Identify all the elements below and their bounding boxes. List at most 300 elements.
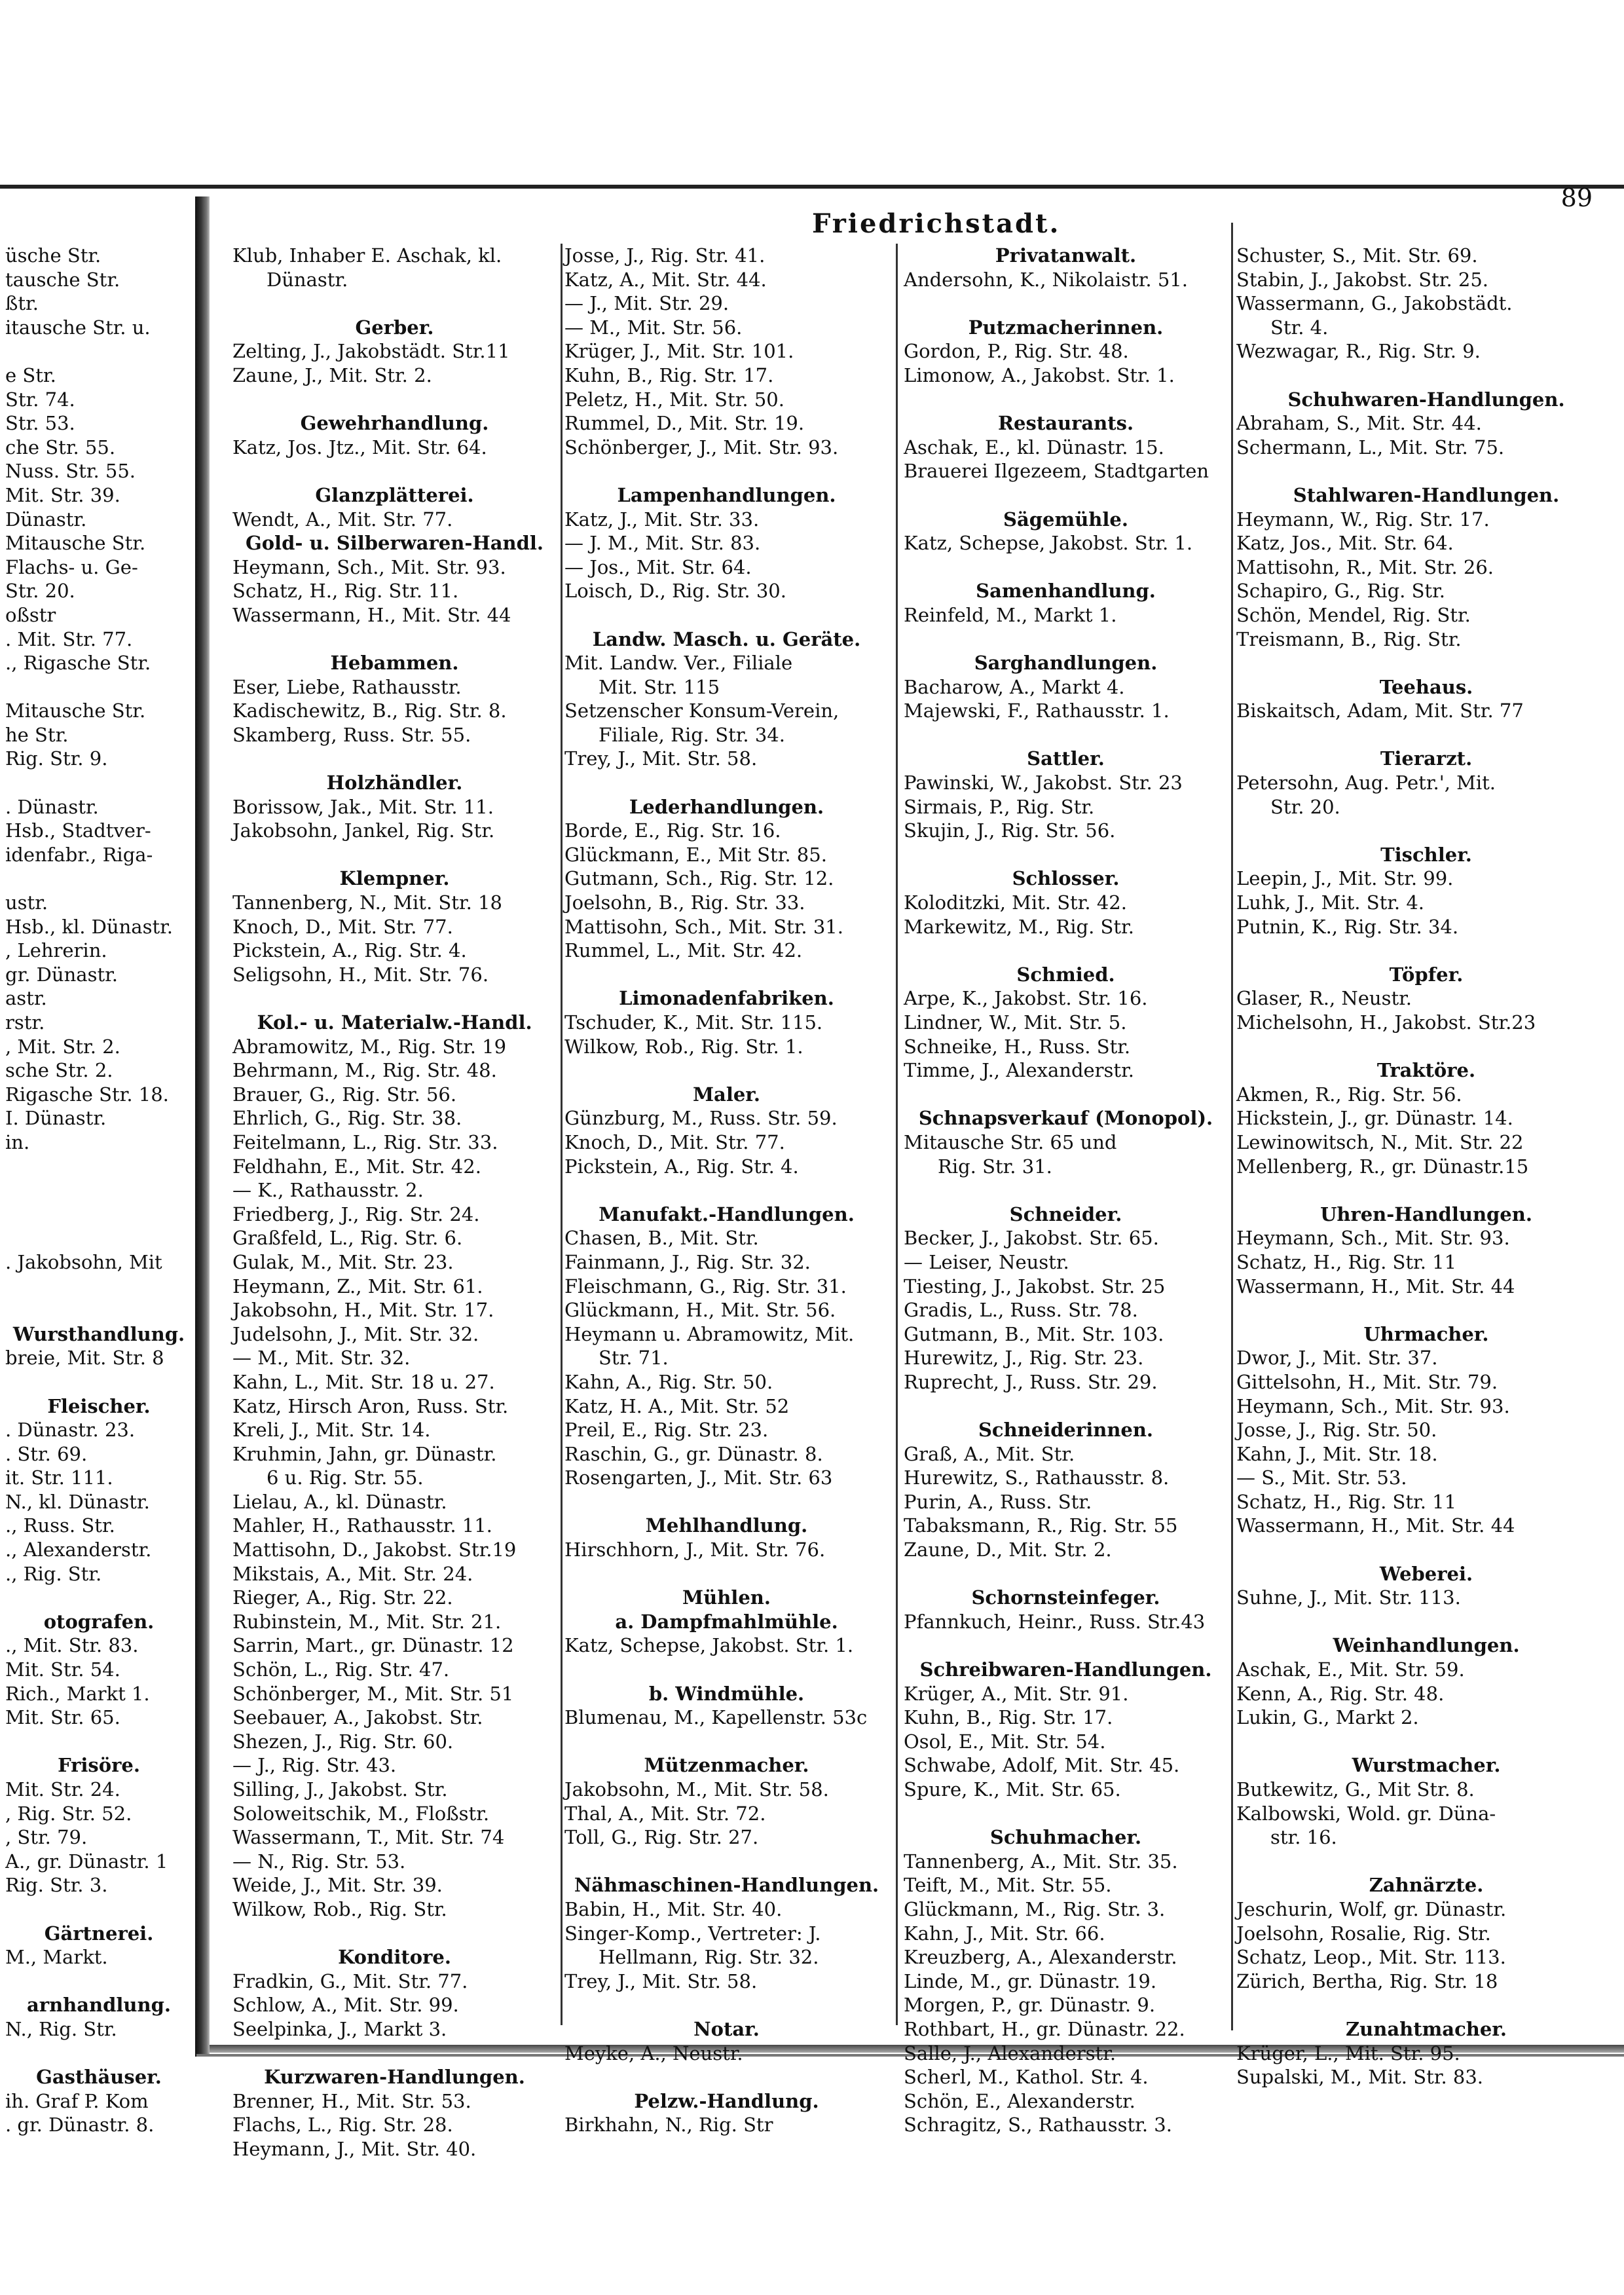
directory-entry: Rich., Markt 1. xyxy=(5,1682,150,1705)
directory-entry: Biskaitsch, Adam, Mit. Str. 77 xyxy=(1236,700,1524,722)
directory-entry: Jakobsohn, H., Mit. Str. 17. xyxy=(232,1299,494,1322)
directory-entry: Teift, M., Mit. Str. 55. xyxy=(904,1874,1112,1897)
directory-entry: Wilkow, Rob., Rig. Str. xyxy=(232,1897,447,1920)
blank-line xyxy=(5,867,193,891)
blank-line xyxy=(904,555,1228,580)
directory-entry: Toll, G., Rig. Str. 27. xyxy=(564,1826,759,1849)
directory-entry: Babin, H., Mit. Str. 40. xyxy=(564,1897,783,1920)
directory-entry: che Str. 55. xyxy=(5,436,116,458)
directory-entry: Rieger, A., Rig. Str. 22. xyxy=(232,1586,453,1609)
directory-entry: Rothbart, H., gr. Dünastr. 22. xyxy=(904,2017,1185,2040)
directory-entry: Mitausche Str. xyxy=(5,532,146,555)
directory-entry: Graßfeld, L., Rig. Str. 6. xyxy=(232,1227,463,1250)
directory-entry: Rigasche Str. 18. xyxy=(5,1083,169,1106)
directory-entry: Zaune, D., Mit. Str. 2. xyxy=(904,1539,1112,1561)
section-heading: Klempner. xyxy=(339,867,450,890)
directory-entry: Josse, J., Rig. Str. 41. xyxy=(564,244,766,267)
directory-entry: Schatz, H., Rig. Str. 11 xyxy=(1236,1490,1457,1513)
directory-entry: astr. xyxy=(5,987,47,1010)
blank-line xyxy=(232,747,557,771)
directory-entry: Aschak, E., kl. Dünastr. 15. xyxy=(904,436,1164,458)
section-heading: Holzhändler. xyxy=(326,772,463,794)
directory-entry: Hirschhorn, J., Mit. Str. 76. xyxy=(564,1539,826,1561)
blank-line xyxy=(564,1490,889,1514)
directory-column-4 xyxy=(1236,244,1616,2089)
directory-entry: Brauerei Ilgezeem, Stadtgarten xyxy=(904,460,1209,483)
directory-entry: Schatz, H., Rig. Str. 11. xyxy=(232,580,459,603)
directory-entry: Mikstais, A., Mit. Str. 24. xyxy=(232,1562,473,1585)
directory-entry: Hellmann, Rig. Str. 32. xyxy=(599,1946,819,1969)
directory-entry: Hsb., kl. Dünastr. xyxy=(5,915,174,938)
directory-entry: Dünastr. xyxy=(5,508,87,531)
blank-line xyxy=(1236,723,1616,747)
directory-entry: Spure, K., Mit. Str. 65. xyxy=(904,1778,1121,1801)
directory-entry: Kreuzberg, A., Alexanderstr. xyxy=(904,1946,1177,1969)
directory-entry: Katz, Jos. Jtz., Mit. Str. 64. xyxy=(232,436,487,458)
section-heading: Stahlwaren-Handlungen. xyxy=(1293,483,1560,506)
section-heading: Schlosser. xyxy=(1012,867,1120,890)
directory-entry: Akmen, R., Rig. Str. 56. xyxy=(1236,1083,1462,1106)
section-heading: Fleischer. xyxy=(47,1394,151,1417)
directory-entry: Borissow, Jak., Mit. Str. 11. xyxy=(232,795,494,818)
blank-line xyxy=(904,388,1228,412)
blank-line xyxy=(564,603,889,627)
directory-entry: Katz, H. A., Mit. Str. 52 xyxy=(564,1394,790,1417)
blank-line xyxy=(904,843,1228,867)
directory-entry: ., Russ. Str. xyxy=(5,1514,115,1537)
blank-line xyxy=(5,1969,193,1994)
blank-line xyxy=(904,723,1228,747)
blank-line xyxy=(5,1155,193,1179)
blank-line xyxy=(232,1922,557,1946)
directory-entry: Feldhahn, E., Mit. Str. 42. xyxy=(232,1155,481,1178)
section-heading: Schneiderinnen. xyxy=(978,1419,1154,1442)
blank-line xyxy=(904,1562,1228,1586)
directory-entry: Schapiro, G., Rig. Str. xyxy=(1236,580,1445,603)
section-heading: arnhandlung. xyxy=(27,1994,171,2017)
directory-entry: Hsb., Stadtver- xyxy=(5,819,151,842)
directory-entry: tausche Str. xyxy=(5,268,120,291)
directory-entry: Katz, Schepse, Jakobst. Str. 1. xyxy=(564,1634,854,1657)
directory-entry: ., Mit. Str. 83. xyxy=(5,1634,139,1657)
directory-entry: Blumenau, M., Kapellenstr. 53c xyxy=(564,1706,868,1729)
directory-entry: itausche Str. u. xyxy=(5,316,151,339)
section-heading: Wurstmacher. xyxy=(1352,1754,1501,1777)
directory-entry: Lukin, G., Markt 2. xyxy=(1236,1706,1419,1729)
directory-entry: Rosengarten, J., Mit. Str. 63 xyxy=(564,1466,833,1489)
directory-entry: Mit. Str. 24. xyxy=(5,1778,120,1801)
directory-entry: Sarrin, Mart., gr. Dünastr. 12 xyxy=(232,1634,514,1657)
blank-line xyxy=(564,459,889,483)
directory-entry: Ehrlich, G., Rig. Str. 38. xyxy=(232,1107,462,1130)
directory-entry: oßstr xyxy=(5,603,56,626)
directory-entry: Eser, Liebe, Rathausstr. xyxy=(232,675,462,698)
directory-entry: . Str. 69. xyxy=(5,1442,88,1465)
section-heading: Sarghandlungen. xyxy=(974,652,1158,675)
directory-entry: Birkhahn, N., Rig. Str xyxy=(564,2114,773,2136)
directory-entry: Mit. Str. 39. xyxy=(5,483,120,506)
directory-entry: Ruprecht, J., Russ. Str. 29. xyxy=(904,1370,1158,1393)
directory-entry: Aschak, E., Mit. Str. 59. xyxy=(1236,1658,1465,1681)
section-heading: Zahnärzte. xyxy=(1369,1874,1484,1897)
directory-entry: Katz, J., Mit. Str. 33. xyxy=(564,508,760,531)
directory-entry: Limonow, A., Jakobst. Str. 1. xyxy=(904,364,1175,386)
directory-entry: Wassermann, G., Jakobstädt. xyxy=(1236,292,1513,315)
directory-entry: — S., Mit. Str. 53. xyxy=(1236,1466,1407,1489)
directory-entry: Mit. Str. 65. xyxy=(5,1706,120,1729)
directory-entry: Trey, J., Mit. Str. 58. xyxy=(564,1969,758,1992)
blank-line xyxy=(232,291,557,316)
directory-entry: Heymann u. Abramowitz, Mit. xyxy=(564,1322,855,1345)
section-heading: Gerber. xyxy=(355,316,434,339)
directory-entry: Fainmann, J., Rig. Str. 32. xyxy=(564,1250,811,1273)
directory-entry: . Dünastr. 23. xyxy=(5,1419,136,1442)
section-heading: Frisöre. xyxy=(58,1754,140,1777)
directory-entry: Mattisohn, R., Mit. Str. 26. xyxy=(1236,555,1494,578)
directory-entry: Filiale, Rig. Str. 34. xyxy=(599,723,785,746)
directory-entry: Putnin, K., Rig. Str. 34. xyxy=(1236,915,1459,938)
directory-entry: Schönberger, M., Mit. Str. 51 xyxy=(232,1682,514,1705)
directory-entry: Peletz, H., Mit. Str. 50. xyxy=(564,388,784,411)
directory-entry: Rig. Str. 9. xyxy=(5,747,108,770)
directory-entry: Schneike, H., Russ. Str. xyxy=(904,1035,1131,1058)
directory-entry: Str. 20. xyxy=(1270,795,1340,818)
directory-entry: Suhne, J., Mit. Str. 113. xyxy=(1236,1586,1461,1609)
section-heading: Hebammen. xyxy=(330,652,459,675)
directory-entry: Rig. Str. 31. xyxy=(938,1155,1052,1178)
section-heading: Gasthäuser. xyxy=(36,2066,162,2089)
page-number: 89 xyxy=(1560,183,1593,212)
blank-line xyxy=(5,1203,193,1227)
directory-entry: — J. M., Mit. Str. 83. xyxy=(564,532,761,555)
directory-entry: Weide, J., Mit. Str. 39. xyxy=(232,1874,443,1897)
directory-entry: Rummel, L., Mit. Str. 42. xyxy=(564,939,803,962)
section-heading: Glanzplätterei. xyxy=(315,483,474,506)
directory-entry: , Lehrerin. xyxy=(5,939,107,962)
directory-entry: — N., Rig. Str. 53. xyxy=(232,1850,406,1873)
directory-entry: Dwor, J., Mit. Str. 37. xyxy=(1236,1347,1438,1370)
section-heading: b. Windmühle. xyxy=(648,1682,805,1705)
directory-entry: he Str. xyxy=(5,723,69,746)
directory-entry: e Str. xyxy=(5,364,56,386)
section-heading: Schornsteinfeger. xyxy=(971,1586,1160,1609)
column-separator xyxy=(896,244,898,2025)
directory-entry: Behrmann, M., Rig. Str. 48. xyxy=(232,1059,497,1082)
directory-entry: Gittelsohn, H., Mit. Str. 79. xyxy=(1236,1370,1498,1393)
directory-entry: Hurewitz, J., Rig. Str. 23. xyxy=(904,1347,1144,1370)
section-heading: Töpfer. xyxy=(1389,963,1464,986)
directory-entry: Treismann, B., Rig. Str. xyxy=(1236,627,1462,650)
section-heading: Kurzwaren-Handlungen. xyxy=(264,2066,525,2089)
directory-entry: Silling, J., Jakobst. Str. xyxy=(232,1778,448,1801)
directory-entry: Bacharow, A., Markt 4. xyxy=(904,675,1125,698)
directory-entry: Seelpinka, J., Markt 3. xyxy=(232,2017,447,2040)
directory-entry: Seebauer, A., Jakobst. Str. xyxy=(232,1706,483,1729)
directory-entry: Kuhn, B., Rig. Str. 17. xyxy=(904,1706,1113,1729)
section-heading: Lederhandlungen. xyxy=(629,795,824,818)
blank-line xyxy=(1236,364,1616,388)
directory-entry: Majewski, F., Rathausstr. 1. xyxy=(904,700,1170,722)
directory-entry: Scherl, M., Kathol. Str. 4. xyxy=(904,2066,1149,2089)
directory-entry: Kahn, L., Mit. Str. 18 u. 27. xyxy=(232,1370,495,1393)
directory-entry: Feitelmann, L., Rig. Str. 33. xyxy=(232,1130,498,1153)
directory-entry: Brenner, H., Mit. Str. 53. xyxy=(232,2089,471,2112)
directory-entry: Dünastr. xyxy=(267,268,348,291)
blank-line xyxy=(232,627,557,652)
directory-entry: ustr. xyxy=(5,891,48,914)
directory-entry: Str. 4. xyxy=(1270,316,1329,339)
directory-entry: Katz, Hirsch Aron, Russ. Str. xyxy=(232,1394,509,1417)
directory-entry: Koloditzki, Mit. Str. 42. xyxy=(904,891,1127,914)
blank-line xyxy=(1236,1610,1616,1634)
directory-entry: . Dünastr. xyxy=(5,795,99,818)
page-top-edge xyxy=(0,185,1624,189)
directory-entry: Michelsohn, H., Jakobst. Str.23 xyxy=(1236,1011,1536,1034)
directory-column-partial xyxy=(5,244,193,2137)
blank-line xyxy=(5,1897,193,1922)
directory-entry: Mattisohn, Sch., Mit. Str. 31. xyxy=(564,915,843,938)
blank-line xyxy=(564,1658,889,1682)
section-heading: Gold- u. Silberwaren-Handl. xyxy=(245,532,544,555)
directory-entry: Preil, E., Rig. Str. 23. xyxy=(564,1419,769,1442)
directory-entry: Fleischmann, G., Rig. Str. 31. xyxy=(564,1275,847,1297)
directory-entry: Shezen, J., Rig. Str. 60. xyxy=(232,1730,454,1753)
section-heading: Samenhandlung. xyxy=(976,580,1156,603)
blank-line xyxy=(1236,459,1616,483)
directory-entry: Joelsohn, B., Rig. Str. 33. xyxy=(564,891,805,914)
section-heading: a. Dampfmahlmühle. xyxy=(615,1610,838,1633)
directory-entry: Katz, Jos., Mit. Str. 64. xyxy=(1236,532,1454,555)
directory-entry: Wezwagar, R., Rig. Str. 9. xyxy=(1236,340,1481,363)
directory-entry: Linde, M., gr. Dünastr. 19. xyxy=(904,1969,1157,1992)
directory-entry: Schatz, Leop., Mit. Str. 113. xyxy=(1236,1946,1506,1969)
section-heading: Uhren-Handlungen. xyxy=(1320,1203,1532,1225)
directory-entry: , Str. 79. xyxy=(5,1826,88,1849)
blank-line xyxy=(564,1058,889,1083)
directory-entry: Wassermann, H., Mit. Str. 44 xyxy=(232,603,511,626)
blank-line xyxy=(5,675,193,700)
directory-entry: it. Str. 111. xyxy=(5,1466,113,1489)
directory-entry: Klub, Inhaber E. Aschak, kl. xyxy=(232,244,502,267)
blank-line xyxy=(904,1394,1228,1419)
section-heading: Gewehrhandlung. xyxy=(300,412,489,435)
directory-entry: Wilkow, Rob., Rig. Str. 1. xyxy=(564,1035,803,1058)
directory-entry: Rummel, D., Mit. Str. 19. xyxy=(564,412,805,435)
directory-entry: Fradkin, G., Mit. Str. 77. xyxy=(232,1969,468,1992)
blank-line xyxy=(904,1083,1228,1107)
blank-line xyxy=(904,939,1228,963)
directory-entry: Wassermann, T., Mit. Str. 74 xyxy=(232,1826,505,1849)
directory-entry: N., Rig. Str. xyxy=(5,2017,117,2040)
blank-line xyxy=(904,291,1228,316)
blank-line xyxy=(904,1802,1228,1826)
directory-entry: Str. 71. xyxy=(599,1347,669,1370)
directory-entry: Pawinski, W., Jakobst. Str. 23 xyxy=(904,772,1183,794)
directory-entry: Schwabe, Adolf, Mit. Str. 45. xyxy=(904,1754,1180,1777)
section-heading: Manufakt.-Handlungen. xyxy=(599,1203,855,1225)
directory-entry: Skamberg, Russ. Str. 55. xyxy=(232,723,471,746)
directory-entry: idenfabr., Riga- xyxy=(5,843,153,866)
section-heading: Putzmacherinnen. xyxy=(968,316,1164,339)
directory-entry: Nuss. Str. 55. xyxy=(5,460,136,483)
directory-entry: Kahn, J., Mit. Str. 18. xyxy=(1236,1442,1438,1465)
directory-entry: Rubinstein, M., Mit. Str. 21. xyxy=(232,1610,502,1633)
directory-entry: , Mit. Str. 2. xyxy=(5,1035,120,1058)
directory-entry: Singer-Komp., Vertreter: J. xyxy=(564,1922,821,1945)
directory-entry: Kreli, J., Mit. Str. 14. xyxy=(232,1419,431,1442)
directory-entry: Gutmann, Sch., Rig. Str. 12. xyxy=(564,867,834,890)
directory-entry: Knoch, D., Mit. Str. 77. xyxy=(564,1130,785,1153)
directory-entry: Hickstein, J., gr. Dünastr. 14. xyxy=(1236,1107,1513,1130)
directory-entry: Morgen, P., gr. Dünastr. 9. xyxy=(904,1994,1156,2017)
directory-entry: Gradis, L., Russ. Str. 78. xyxy=(904,1299,1138,1322)
blank-line xyxy=(1236,939,1616,963)
directory-column-1 xyxy=(232,244,557,2161)
directory-entry: Judelsohn, J., Mit. Str. 32. xyxy=(232,1322,479,1345)
directory-entry: Tschuder, K., Mit. Str. 115. xyxy=(564,1011,823,1034)
directory-entry: Kahn, A., Rig. Str. 50. xyxy=(564,1370,773,1393)
directory-entry: sche Str. 2. xyxy=(5,1059,113,1082)
directory-entry: Pfannkuch, Heinr., Russ. Str.43 xyxy=(904,1610,1206,1633)
directory-entry: Petersohn, Aug. Petr.', Mit. xyxy=(1236,772,1496,794)
blank-line xyxy=(904,1633,1228,1658)
section-heading: Schreibwaren-Handlungen. xyxy=(919,1658,1212,1681)
directory-entry: Tannenberg, A., Mit. Str. 35. xyxy=(904,1850,1178,1873)
directory-entry: Wendt, A., Mit. Str. 77. xyxy=(232,508,453,531)
directory-entry: str. 16. xyxy=(1270,1826,1337,1849)
section-heading: Sattler. xyxy=(1027,747,1105,770)
directory-entry: . Mit. Str. 77. xyxy=(5,627,133,650)
directory-entry: Kadischewitz, B., Rig. Str. 8. xyxy=(232,700,507,722)
directory-entry: Kahn, J., Mit. Str. 66. xyxy=(904,1922,1105,1945)
directory-entry: Kruhmin, Jahn, gr. Dünastr. xyxy=(232,1442,497,1465)
section-heading: Mützenmacher. xyxy=(644,1754,809,1777)
directory-entry: Schön, Mendel, Rig. Str. xyxy=(1236,603,1471,626)
directory-entry: Flachs, L., Rig. Str. 28. xyxy=(232,2114,453,2136)
blank-line xyxy=(5,1178,193,1203)
section-heading: Limonadenfabriken. xyxy=(619,987,834,1010)
directory-entry: . Jakobsohn, Mit xyxy=(5,1250,162,1273)
blank-line xyxy=(232,459,557,483)
directory-entry: Skujin, J., Rig. Str. 56. xyxy=(904,819,1116,842)
section-heading: Maler. xyxy=(692,1083,761,1106)
section-heading: Sägemühle. xyxy=(1003,508,1128,531)
directory-entry: Osol, E., Mit. Str. 54. xyxy=(904,1730,1106,1753)
blank-line xyxy=(564,771,889,795)
directory-entry: Str. 74. xyxy=(5,388,75,411)
section-heading: Zunahtmacher. xyxy=(1346,2017,1507,2040)
blank-line xyxy=(5,1370,193,1394)
blank-line xyxy=(5,1275,193,1299)
directory-entry: Katz, A., Mit. Str. 44. xyxy=(564,268,767,291)
directory-entry: Salle, J., Alexanderstr. xyxy=(904,2042,1116,2064)
directory-entry: Borde, E., Rig. Str. 16. xyxy=(564,819,781,842)
directory-entry: Zaune, J., Mit. Str. 2. xyxy=(232,364,432,386)
directory-entry: Timme, J., Alexanderstr. xyxy=(904,1059,1134,1082)
directory-entry: Wassermann, H., Mit. Str. 44 xyxy=(1236,1514,1515,1537)
section-heading: Schuhwaren-Handlungen. xyxy=(1287,388,1565,411)
directory-entry: ., Alexanderstr. xyxy=(5,1539,152,1561)
section-heading: Traktöre. xyxy=(1376,1059,1476,1082)
directory-entry: Kalbowski, Wold. gr. Düna- xyxy=(1236,1802,1496,1825)
directory-entry: Abraham, S., Mit. Str. 44. xyxy=(1236,412,1482,435)
directory-entry: Sirmais, P., Rig. Str. xyxy=(904,795,1095,818)
directory-entry: Heymann, W., Rig. Str. 17. xyxy=(1236,508,1490,531)
column-separator xyxy=(561,244,563,2025)
blank-line xyxy=(1236,1993,1616,2017)
section-heading: Tierarzt. xyxy=(1380,747,1473,770)
directory-entry: Heymann, J., Mit. Str. 40. xyxy=(232,2137,477,2160)
directory-entry: Schön, E., Alexanderstr. xyxy=(904,2089,1135,2112)
directory-entry: Mellenberg, R., gr. Dünastr.15 xyxy=(1236,1155,1529,1178)
directory-entry: Luhk, J., Mit. Str. 4. xyxy=(1236,891,1425,914)
directory-entry: Lielau, A., kl. Dünastr. xyxy=(232,1490,447,1513)
blank-line xyxy=(564,963,889,987)
directory-entry: Tannenberg, N., Mit. Str. 18 xyxy=(232,891,502,914)
directory-entry: Raschin, G., gr. Dünastr. 8. xyxy=(564,1442,823,1465)
directory-entry: Schön, L., Rig. Str. 47. xyxy=(232,1658,450,1681)
blank-line xyxy=(5,1586,193,1610)
directory-entry: N., kl. Dünastr. xyxy=(5,1490,150,1513)
blank-line xyxy=(5,771,193,795)
directory-entry: — J., Rig. Str. 43. xyxy=(232,1754,397,1777)
directory-entry: . gr. Dünastr. 8. xyxy=(5,2114,155,2136)
directory-entry: Leepin, J., Mit. Str. 99. xyxy=(1236,867,1454,890)
directory-entry: ., Rig. Str. xyxy=(5,1562,102,1585)
directory-entry: Abramowitz, M., Rig. Str. 19 xyxy=(232,1035,507,1058)
blank-line xyxy=(232,986,557,1011)
directory-entry: Mit. Str. 54. xyxy=(5,1658,120,1681)
section-heading: Privatanwalt. xyxy=(995,244,1137,267)
section-heading: Lampenhandlungen. xyxy=(617,483,836,506)
directory-entry: Lindner, W., Mit. Str. 5. xyxy=(904,1011,1127,1034)
blank-line xyxy=(564,1730,889,1754)
blank-line xyxy=(5,1226,193,1250)
directory-entry: Tiesting, J., Jakobst. Str. 25 xyxy=(904,1275,1166,1297)
directory-entry: ih. Graf P. Kom xyxy=(5,2089,149,2112)
section-heading: Wursthandlung. xyxy=(12,1322,185,1345)
blank-line xyxy=(5,1730,193,1754)
directory-entry: Krüger, A., Mit. Str. 91. xyxy=(904,1682,1129,1705)
blank-line xyxy=(1236,1035,1616,1059)
directory-entry: Arpe, K., Jakobst. Str. 16. xyxy=(904,987,1148,1010)
directory-entry: Stabin, J., Jakobst. Str. 25. xyxy=(1236,268,1489,291)
directory-entry: Schlow, A., Mit. Str. 99. xyxy=(232,1994,459,2017)
blank-line xyxy=(1236,1730,1616,1754)
directory-entry: Loisch, D., Rig. Str. 30. xyxy=(564,580,786,603)
directory-entry: Heymann, Sch., Mit. Str. 93. xyxy=(232,555,506,578)
directory-entry: 6 u. Rig. Str. 55. xyxy=(267,1466,424,1489)
directory-entry: Schermann, L., Mit. Str. 75. xyxy=(1236,436,1505,458)
blank-line xyxy=(564,2065,889,2089)
blank-line xyxy=(904,627,1228,652)
blank-line xyxy=(1236,1850,1616,1874)
directory-entry: Mitausche Str. 65 und xyxy=(904,1130,1117,1153)
directory-column-2 xyxy=(564,244,889,2137)
directory-entry: Glückmann, H., Mit. Str. 56. xyxy=(564,1299,836,1322)
section-heading: Pelzw.-Handlung. xyxy=(634,2089,819,2112)
directory-entry: Mit. Str. 115 xyxy=(599,675,720,698)
section-heading: Schuhmacher. xyxy=(989,1826,1142,1849)
directory-entry: Flachs- u. Ge- xyxy=(5,555,138,578)
section-heading: Konditore. xyxy=(338,1946,451,1969)
directory-entry: — J., Mit. Str. 29. xyxy=(564,292,729,315)
column-separator xyxy=(1231,223,1233,2030)
directory-entry: in. xyxy=(5,1130,30,1153)
directory-entry: Glückmann, E., Mit Str. 85. xyxy=(564,843,827,866)
directory-entry: Mit. Landw. Ver., Filiale xyxy=(564,652,793,675)
directory-entry: M., Markt. xyxy=(5,1946,108,1969)
